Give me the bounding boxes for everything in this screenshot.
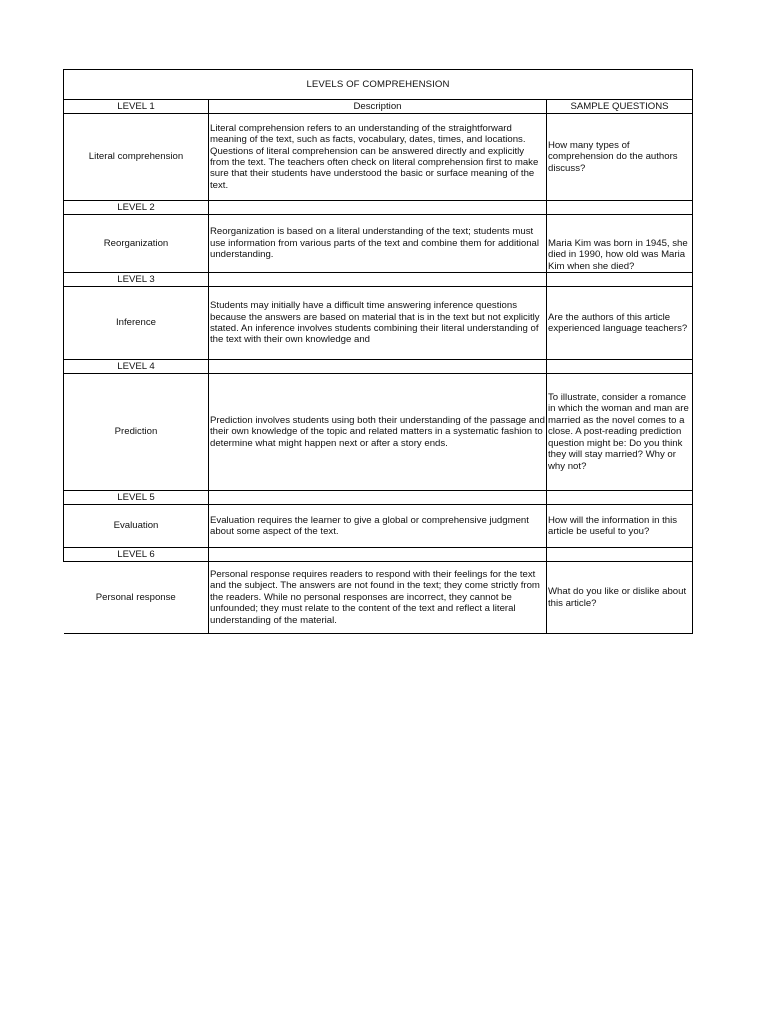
- table-title: LEVELS OF COMPREHENSION: [64, 70, 693, 100]
- level-name: Inference: [64, 287, 209, 360]
- level-name: Evaluation: [64, 505, 209, 548]
- table-row: [64, 374, 693, 491]
- header-description: Description: [209, 100, 547, 114]
- level-label: LEVEL 5: [64, 491, 209, 505]
- comprehension-table: [63, 69, 693, 634]
- empty-cell: [209, 360, 547, 374]
- level-description: Prediction involves students using both their understanding of the passage and their own knowledge of the topic and related matters in a systematic fashion to determine what might happen next or after a story ends.: [209, 374, 547, 491]
- level-label-row: [64, 491, 693, 505]
- sample-question: What do you like or dislike about this article?: [547, 562, 693, 634]
- level-name: Reorganization: [64, 215, 209, 273]
- level-label: LEVEL 2: [64, 201, 209, 215]
- sample-question: How many types of comprehension do the authors discuss?: [547, 114, 693, 201]
- header-level: LEVEL 1: [64, 100, 209, 114]
- level-description: Students may initially have a difficult time answering inference questions because the answers are based on material that is in the text but not explicitly stated. An inference involves students combining their literal understanding of the text with their own knowledge and: [209, 287, 547, 360]
- table-row: [64, 505, 693, 548]
- level-label-row: [64, 201, 693, 215]
- empty-cell: [209, 491, 547, 505]
- level-label-row: [64, 273, 693, 287]
- header-row: [64, 100, 693, 114]
- level-label: LEVEL 4: [64, 360, 209, 374]
- empty-cell: [547, 360, 693, 374]
- empty-cell: [547, 273, 693, 287]
- level-name: Literal comprehension: [64, 114, 209, 201]
- level-description: Reorganization is based on a literal understanding of the text; students must use information from various parts of the text and combine them for additional understanding.: [209, 215, 547, 273]
- level-label-row: [64, 548, 693, 562]
- level-description: Personal response requires readers to respond with their feelings for the text and the subject. The answers are not found in the text; they come strictly from the readers. While no personal responses are incorrect, they cannot be unfounded; they must relate to the content of the text and reflect a literal understanding of the material.: [209, 562, 547, 634]
- sample-question: How will the information in this article be useful to you?: [547, 505, 693, 548]
- table-row: [64, 287, 693, 360]
- empty-cell: [209, 548, 547, 562]
- table-row: [64, 562, 693, 634]
- sample-question: Maria Kim was born in 1945, she died in 1990, how old was Maria Kim when she died?: [547, 215, 693, 273]
- table-row: [64, 215, 693, 273]
- sample-question: Are the authors of this article experienced language teachers?: [547, 287, 693, 360]
- level-description: Literal comprehension refers to an understanding of the straightforward meaning of the text, such as facts, vocabulary, dates, times, and locations. Questions of literal comprehension can be answered directly and explicitly from the text. The teachers often check on literal comprehension first to make sure that their students have understood the basic or surface meaning of the text.: [209, 114, 547, 201]
- level-name: Personal response: [64, 562, 209, 634]
- table-row: [64, 114, 693, 201]
- empty-cell: [209, 201, 547, 215]
- empty-cell: [547, 201, 693, 215]
- empty-cell: [209, 273, 547, 287]
- empty-cell: [547, 548, 693, 562]
- sample-question: To illustrate, consider a romance in which the woman and man are married as the novel comes to a close. A post-reading prediction question might be: Do you think they will stay married? Why or why not?: [547, 374, 693, 491]
- title-row: [64, 70, 693, 100]
- empty-cell: [547, 491, 693, 505]
- level-label-row: [64, 360, 693, 374]
- header-sample-questions: SAMPLE QUESTIONS: [547, 100, 693, 114]
- level-label: LEVEL 6: [64, 548, 209, 562]
- level-label: LEVEL 3: [64, 273, 209, 287]
- level-name: Prediction: [64, 374, 209, 491]
- level-description: Evaluation requires the learner to give a global or comprehensive judgment about some aspect of the text.: [209, 505, 547, 548]
